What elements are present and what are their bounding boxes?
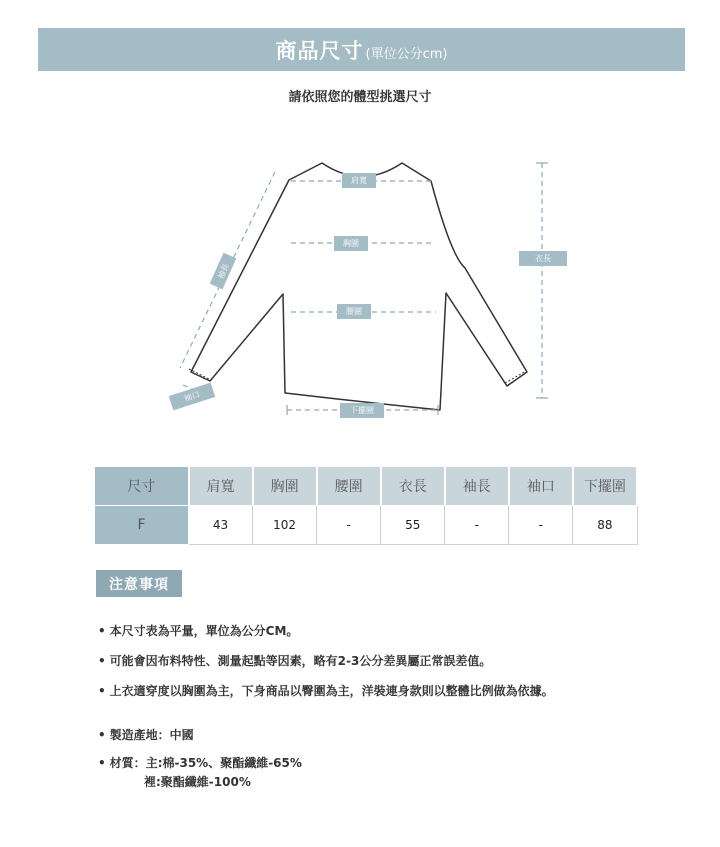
origin-item bbox=[98, 726, 194, 743]
table-header-cell: 尺寸 bbox=[95, 467, 189, 506]
table-cell: - bbox=[509, 506, 573, 545]
table-header-cell: 袖口 bbox=[509, 467, 573, 506]
table-header-cell: 胸圍 bbox=[253, 467, 317, 506]
label-length: 衣長 bbox=[519, 251, 567, 266]
list-item bbox=[98, 682, 554, 699]
table-header-row bbox=[95, 467, 638, 506]
page-subtitle: 請依照您的體型挑選尺寸 bbox=[288, 90, 432, 105]
bullet: • bbox=[98, 684, 106, 698]
material-label: 材質： bbox=[109, 756, 146, 770]
page-title: 商品尺寸 bbox=[275, 38, 364, 63]
origin-text: 製造產地：中國 bbox=[109, 728, 194, 742]
table-cell: - bbox=[317, 506, 381, 545]
table-row bbox=[95, 506, 638, 545]
material-main: 主:棉-35%、聚酯纖維-65% bbox=[145, 756, 302, 770]
label-shoulder: 肩寬 bbox=[342, 173, 376, 188]
label-waist: 腰圍 bbox=[337, 304, 371, 319]
table-cell: 102 bbox=[253, 506, 317, 545]
label-sleeve: 袖長 bbox=[210, 253, 237, 290]
table-cell: F bbox=[95, 506, 189, 545]
bullet: • bbox=[98, 756, 106, 770]
label-cuff: 袖口 bbox=[169, 383, 215, 411]
label-chest: 胸圍 bbox=[334, 236, 368, 251]
table-header-cell: 衣長 bbox=[381, 467, 445, 506]
table-header-cell: 腰圍 bbox=[317, 467, 381, 506]
note-text: 可能會因布料特性、測量起點等因素，略有2-3公分差異屬正常誤差值。 bbox=[109, 654, 492, 668]
list-item bbox=[98, 622, 298, 639]
sweater-outline-icon bbox=[191, 163, 527, 410]
table-cell: 55 bbox=[381, 506, 445, 545]
bullet: • bbox=[98, 654, 106, 668]
material-item bbox=[98, 754, 302, 771]
table-header-cell: 袖長 bbox=[445, 467, 509, 506]
table-cell: - bbox=[445, 506, 509, 545]
table-cell: 88 bbox=[573, 506, 637, 545]
table-cell: 43 bbox=[189, 506, 253, 545]
label-hem: 下擺圍 bbox=[340, 403, 384, 418]
bullet: • bbox=[98, 728, 106, 742]
page-unit: (單位公分cm) bbox=[365, 46, 448, 62]
notice-title: 注意事項 bbox=[96, 570, 182, 597]
size-table bbox=[94, 466, 638, 545]
bullet: • bbox=[98, 624, 106, 638]
table-header-cell: 肩寬 bbox=[189, 467, 253, 506]
table-header-cell: 下擺圍 bbox=[573, 467, 637, 506]
material-lining: 裡:聚酯纖維-100% bbox=[144, 775, 251, 789]
list-item bbox=[98, 652, 491, 669]
note-text: 本尺寸表為平量，單位為公分CM。 bbox=[109, 624, 299, 638]
note-text: 上衣適穿度以胸圍為主，下身商品以臀圍為主，洋裝連身款則以整體比例做為依據。 bbox=[109, 684, 554, 698]
